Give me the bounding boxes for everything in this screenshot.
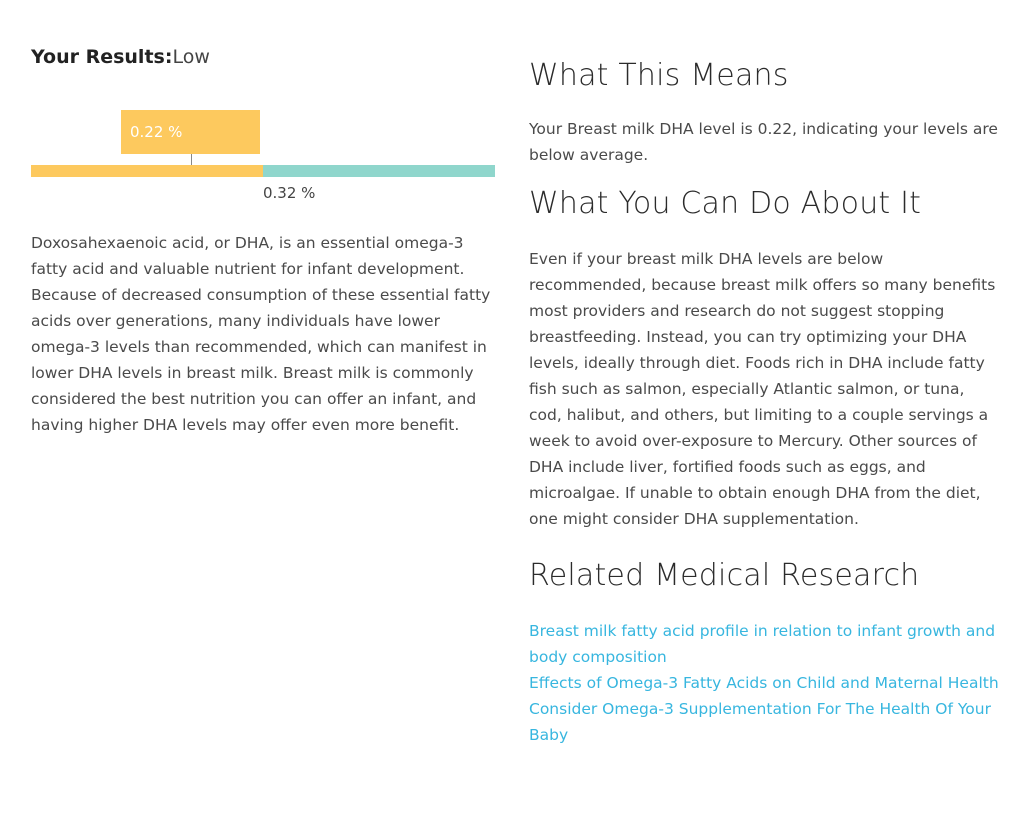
meaning-text: Your Breast milk DHA level is 0.22, indicating your levels are below average. [529, 120, 998, 164]
research-title: Related Medical Research [529, 558, 920, 593]
results-panel [31, 44, 495, 434]
action-text: Even if your breast milk DHA levels are below recommended, because breast milk offers so many benefits most providers and research do not suggest stopping breastfeeding. Instead, you can try optimizing your DHA levels, ideally through diet. Foods rich in DHA include fatty fish such as salmon, especially Atlantic salmon, or tuna, cod, halibut, and others, but limiting to a couple servings a week to avoid over-exposure to Mercury. Other sources of DHA include liver, fortified foods such as eggs, and microalgae. If unable to obtain enough DHA from the diet, one might consider DHA supplementation. [529, 250, 996, 528]
result-value-marker: 0.22 % [121, 110, 260, 154]
reference-value-label: 0.32 % [263, 184, 316, 202]
below-reference-segment [31, 165, 263, 177]
result-marker-pointer [191, 154, 192, 165]
action-title: What You Can Do About It [529, 186, 922, 221]
list-item [529, 618, 999, 670]
info-column [529, 52, 999, 748]
list-item [529, 696, 999, 748]
research-link-1[interactable]: Breast milk fatty acid profile in relation to infant growth and body composition [529, 622, 996, 666]
results-heading [31, 44, 495, 70]
research-link-2[interactable]: Effects of Omega-3 Fatty Acids on Child and Maternal Health [529, 674, 999, 692]
research-link-list [529, 618, 999, 748]
range-bar [31, 165, 495, 177]
results-level: Low [172, 46, 210, 68]
dha-level-meter [31, 70, 495, 202]
dha-description: Doxosahexaenoic acid, or DHA, is an essential omega-3 fatty acid and valuable nutrient for infant development. Because of decreased consumption of these essential fatty acids over generations, many individuals have lower omega-3 levels than recommended, which can manifest in lower DHA levels in breast milk. Breast milk is commonly considered the best nutrition you can offer an infant, and having higher DHA levels may offer even more benefit. [31, 234, 491, 434]
results-label: Your Results: [31, 46, 173, 68]
research-link-3[interactable]: Consider Omega-3 Supplementation For The Health Of Your Baby [529, 700, 991, 744]
meaning-title: What This Means [529, 58, 789, 93]
list-item [529, 670, 999, 696]
